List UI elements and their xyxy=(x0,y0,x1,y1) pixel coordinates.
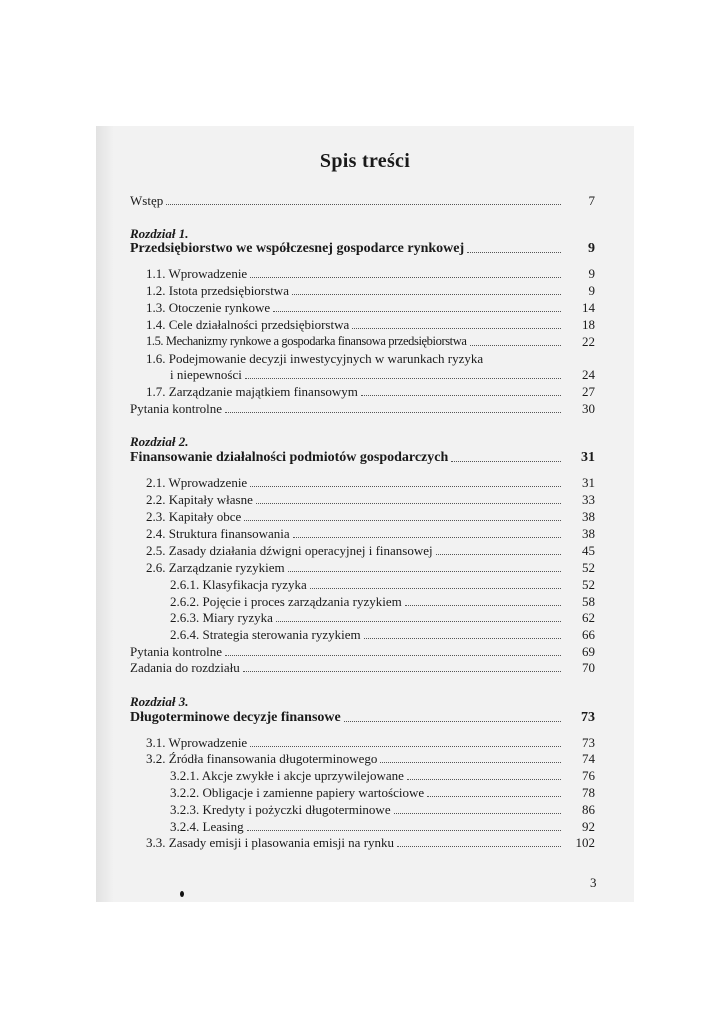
toc-entry: 3.2.3. Kredyty i pożyczki długoterminowe 86 xyxy=(170,802,595,817)
toc-page-number: 74 xyxy=(582,751,595,766)
toc-page-number: 73 xyxy=(582,735,595,750)
toc-page-number: 27 xyxy=(582,384,595,399)
toc-page-number: 38 xyxy=(582,509,595,524)
chapter-1-label: Rozdział 1. xyxy=(130,226,189,241)
chapter-2-label: Rozdział 2. xyxy=(130,434,189,449)
toc-page-number: 22 xyxy=(582,334,595,349)
toc-page-number: 78 xyxy=(582,785,595,800)
page-title: Spis treści xyxy=(319,150,411,172)
toc-page-number: 58 xyxy=(582,594,595,609)
toc-page-number: 73 xyxy=(581,710,595,725)
toc-page-number: 102 xyxy=(575,835,595,850)
chapter-3-label: Rozdział 3. xyxy=(130,694,189,709)
toc-entry-intro xyxy=(130,193,595,208)
toc-entry: 1.6. Podejmowanie decyzji inwestycyjnych w warunkach ryzyka xyxy=(146,351,484,366)
toc-page-number: 7 xyxy=(588,193,595,208)
toc-entry: 1.4. Cele działalności przedsiębiorstwa 18 xyxy=(146,317,595,332)
toc-page-number: 52 xyxy=(582,560,595,575)
toc-page-number: 9 xyxy=(588,283,595,298)
toc-page-number: 38 xyxy=(582,526,595,541)
toc-page-number: 69 xyxy=(582,644,595,659)
toc-entry: 3.2.2. Obligacje i zamienne papiery wartościowe 78 xyxy=(170,785,595,800)
toc-entry: 2.6.2. Pojęcie i proces zarządzania ryzykiem 58 xyxy=(170,594,595,609)
toc-entry: 2.4. Struktura finansowania 38 xyxy=(146,526,595,541)
toc-page-number: 14 xyxy=(582,300,595,315)
leader-dots xyxy=(451,461,561,462)
toc-entry: 1.1. Wprowadzenie 9 xyxy=(146,266,595,281)
chapter-2-title: Finansowanie działalności podmiotów gospodarczych 31 xyxy=(130,450,595,465)
toc-page-number: 9 xyxy=(588,241,595,256)
leader-dots xyxy=(344,721,561,722)
toc-entry: 2.6. Zarządzanie ryzykiem 52 xyxy=(146,560,595,575)
toc-entry: 2.2. Kapitały własne 33 xyxy=(146,492,595,507)
toc-page-number: 70 xyxy=(582,660,595,675)
chapter-1-title: Przedsiębiorstwo we współczesnej gospodarce rynkowej 9 xyxy=(130,241,595,256)
toc-entry: 2.1. Wprowadzenie 31 xyxy=(146,475,595,490)
toc-entry: 3.2.4. Leasing 92 xyxy=(170,819,595,834)
chapter-3-title: Długoterminowe decyzje finansowe 73 xyxy=(130,710,595,725)
toc-entry: 2.6.4. Strategia sterowania ryzykiem 66 xyxy=(170,627,595,642)
toc-page-number: 18 xyxy=(582,317,595,332)
toc-page-number: 92 xyxy=(582,819,595,834)
toc-entry: 3.1. Wprowadzenie 73 xyxy=(146,735,595,750)
toc-page-number: 30 xyxy=(582,401,595,416)
leader-dots xyxy=(166,204,561,205)
toc-page-number: 24 xyxy=(582,367,595,382)
toc-page-number: 45 xyxy=(582,543,595,558)
toc-entry: 3.2.1. Akcje zwykłe i akcje uprzywilejowane 76 xyxy=(170,768,595,783)
toc-entry: 2.3. Kapitały obce 38 xyxy=(146,509,595,524)
leader-dots xyxy=(467,252,561,253)
toc-entry: 2.5. Zasady działania dźwigni operacyjnej i finansowej 45 xyxy=(146,543,595,558)
toc-entry: Zadania do rozdziału 70 xyxy=(130,660,595,675)
toc-entry: 3.3. Zasady emisji i plasowania emisji na rynku 102 xyxy=(146,835,595,850)
toc-page-number: 86 xyxy=(582,802,595,817)
toc-entry: 3.2. Źródła finansowania długoterminowego 74 xyxy=(146,751,595,766)
toc-entry: 1.7. Zarządzanie majątkiem finansowym 27 xyxy=(146,384,595,399)
toc-page-number: 52 xyxy=(582,577,595,592)
toc-entry: 2.6.3. Miary ryzyka 62 xyxy=(170,610,595,625)
toc-entry: 2.6.1. Klasyfikacja ryzyka 52 xyxy=(170,577,595,592)
toc-entry: 1.5. Mechanizmy rynkowe a gospodarka finansowa przedsiębiorstwa 22 xyxy=(146,334,595,349)
toc-page-number: 31 xyxy=(581,450,595,465)
toc-entry-label: Wstęp xyxy=(130,193,164,208)
ink-speck xyxy=(180,891,184,897)
page-binding-shadow xyxy=(96,126,114,902)
toc-page-number: 76 xyxy=(582,768,595,783)
toc-entry-continuation: i niepewności 24 xyxy=(170,367,595,382)
toc-entry: 1.3. Otoczenie rynkowe 14 xyxy=(146,300,595,315)
page-number-footer: 3 xyxy=(590,875,597,890)
toc-entry: Pytania kontrolne 69 xyxy=(130,644,595,659)
toc-page-number: 62 xyxy=(582,610,595,625)
toc-page-number: 9 xyxy=(588,266,595,281)
toc-page-number: 33 xyxy=(582,492,595,507)
toc-page-number: 66 xyxy=(582,627,595,642)
toc-entry: 1.2. Istota przedsiębiorstwa 9 xyxy=(146,283,595,298)
toc-entry: Pytania kontrolne 30 xyxy=(130,401,595,416)
toc-page-number: 31 xyxy=(582,475,595,490)
